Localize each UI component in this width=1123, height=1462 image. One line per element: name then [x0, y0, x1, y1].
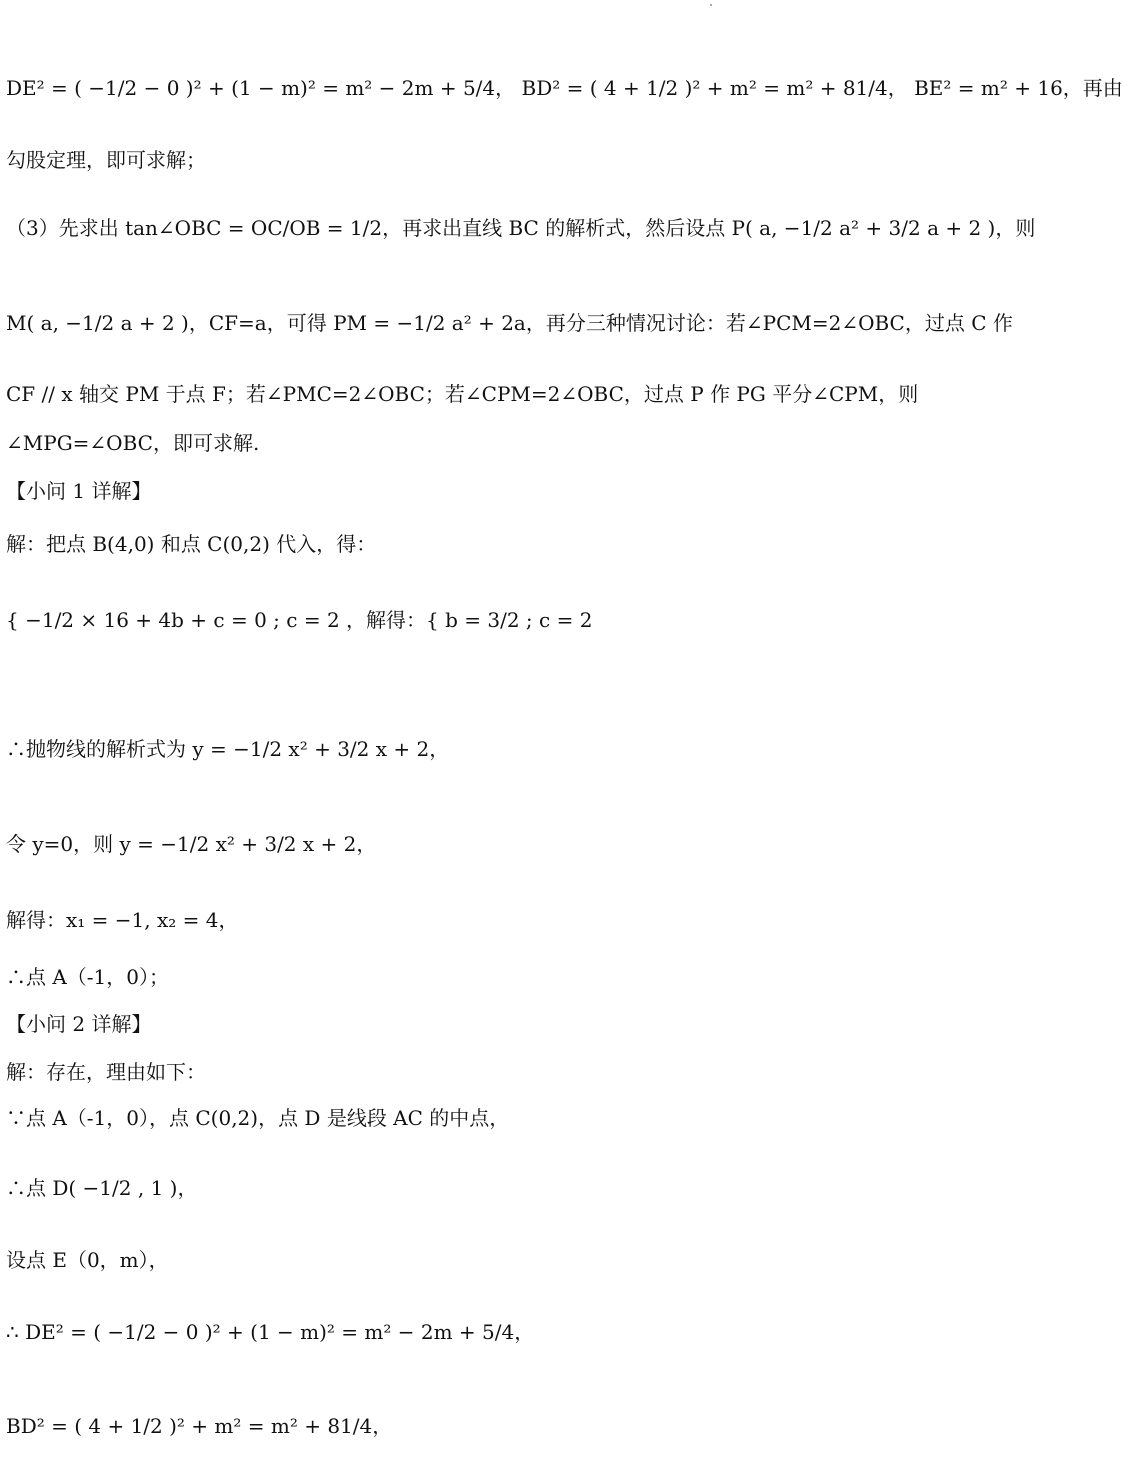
bd-squared-line: BD² = ( 4 + 1/2 )² + m² = m² + 81/4，	[6, 1414, 393, 1438]
de-squared-line: ∴ DE² = ( −1/2 − 0 )² + (1 − m)² = m² − 2m + 5/4，	[6, 1320, 535, 1344]
section-heading-1: 【小问 1 详解】	[6, 479, 152, 503]
text-line-4: M( a, −1/2 a + 2 )，CF=a，可得 PM = −1/2 a² + 2a，再分三种情况讨论：若∠PCM=2∠OBC，过点 C 作	[6, 311, 1013, 335]
text-line-3: （3）先求出 tan∠OBC = OC/OB = 1/2，再求出直线 BC 的解析式，然后设点 P( a, −1/2 a² + 3/2 a + 2 )，则	[6, 216, 1036, 240]
text-line-6: ∠MPG=∠OBC，即可求解.	[6, 431, 260, 455]
equation-system-line: { −1/2 × 16 + 4b + c = 0 ; c = 2 ，解得：{ b = 3/2 ; c = 2	[6, 608, 593, 632]
exists-line: 解：存在，理由如下：	[6, 1060, 206, 1084]
text-line-1: DE² = ( −1/2 − 0 )² + (1 − m)² = m² − 2m + 5/4， BD² = ( 4 + 1/2 )² + m² = m² + 81/4， BE² = m² + 16，再由	[6, 76, 1123, 100]
speck	[710, 4, 712, 6]
roots-line: 解得：x₁ = −1, x₂ = 4，	[6, 908, 239, 932]
parabola-expression-line: ∴抛物线的解析式为 y = −1/2 x² + 3/2 x + 2，	[6, 737, 450, 761]
midpoint-line: ∵点 A（-1，0），点 C(0,2)，点 D 是线段 AC 的中点，	[6, 1106, 510, 1130]
point-d-line: ∴点 D( −1/2 , 1 )，	[6, 1176, 198, 1200]
text-line-5: CF // x 轴交 PM 于点 F；若∠PMC=2∠OBC；若∠CPM=2∠OBC，过点 P 作 PG 平分∠CPM，则	[6, 382, 919, 406]
text-line-2: 勾股定理，即可求解；	[6, 148, 206, 172]
set-y-zero-line: 令 y=0，则 y = −1/2 x² + 3/2 x + 2，	[6, 832, 377, 856]
point-a-line: ∴点 A（-1，0）；	[6, 965, 170, 989]
text-line-8: 解：把点 B(4,0) 和点 C(0,2) 代入，得：	[6, 532, 377, 556]
point-e-line: 设点 E（0，m），	[6, 1248, 169, 1272]
section-heading-2: 【小问 2 详解】	[6, 1012, 152, 1036]
